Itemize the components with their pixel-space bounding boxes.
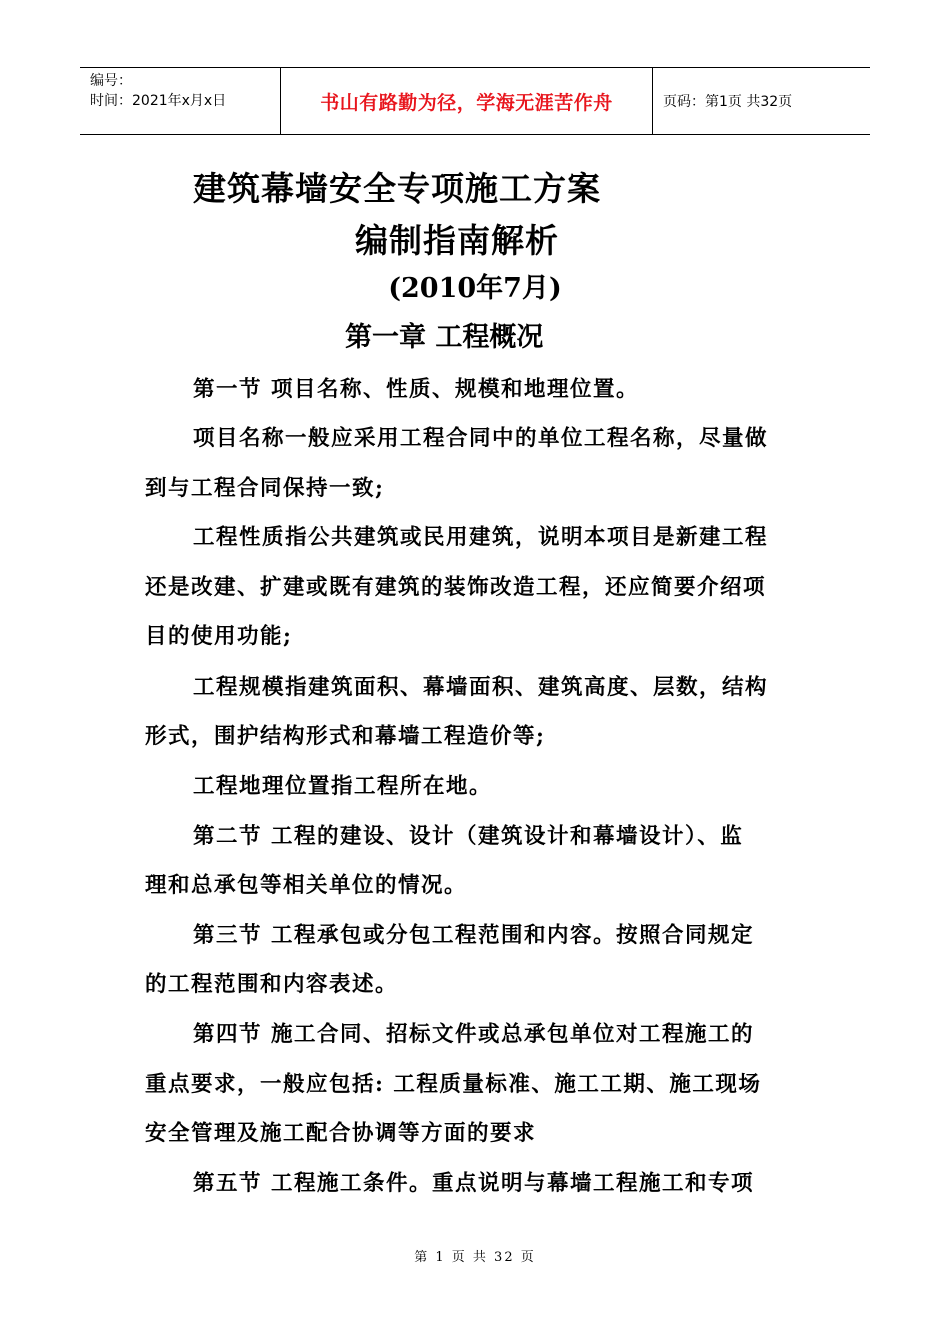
header-motto: 书山有路勤为径，学海无涯苦作舟 [320,91,613,114]
page-footer: 第 1 页 共 32 页 [414,1250,536,1265]
document-title-line2: 编制指南解析 [355,221,559,260]
header-page-cell [653,68,870,134]
paragraph-line: 目的使用功能; [145,624,293,649]
paragraph-line: 工程地理位置指工程所在地。 [193,774,493,799]
section-2-heading: 第二节 工程的建设、设计（建筑设计和幕墙设计）、监 [193,824,744,849]
section-1-heading: 第一节 项目名称、性质、规模和地理位置。 [193,377,639,402]
section-5-heading: 第五节 工程施工条件。重点说明与幕墙工程施工和专项 [193,1171,754,1196]
header-motto-cell [281,68,653,134]
header-meta-cell [80,68,281,134]
paragraph-line: 的工程范围和内容表述。 [145,972,399,997]
paragraph-line: 项目名称一般应采用工程合同中的单位工程名称，尽量做 [193,426,769,451]
paragraph-line: 到与工程合同保持一致; [145,476,385,501]
header-table [80,67,870,135]
paragraph-line: 工程性质指公共建筑或民用建筑，说明本项目是新建工程 [193,525,769,550]
paragraph-line: 形式，围护结构形式和幕墙工程造价等; [145,724,546,749]
header-number-label: 编号： [90,73,132,89]
header-date-label: 时间：2021年x月x日 [90,93,227,109]
header-page-info: 页码：第1页 共32页 [663,94,793,110]
document-title-date: (2010年7月) [388,273,562,304]
paragraph-line: 还是改建、扩建或既有建筑的装饰改造工程，还应简要介绍项 [145,575,767,600]
chapter-heading: 第一章 工程概况 [345,322,544,353]
paragraph-line: 理和总承包等相关单位的情况。 [145,873,468,898]
section-3-heading: 第三节 工程承包或分包工程范围和内容。按照合同规定 [193,923,754,948]
document-title-line1: 建筑幕墙安全专项施工方案 [193,169,601,208]
paragraph-line: 工程规模指建筑面积、幕墙面积、建筑高度、层数，结构 [193,675,769,700]
paragraph-line: 重点要求，一般应包括: 工程质量标准、施工工期、施工现场 [145,1072,762,1097]
paragraph-line: 安全管理及施工配合协调等方面的要求 [145,1121,537,1146]
section-4-heading: 第四节 施工合同、招标文件或总承包单位对工程施工的 [193,1022,754,1047]
